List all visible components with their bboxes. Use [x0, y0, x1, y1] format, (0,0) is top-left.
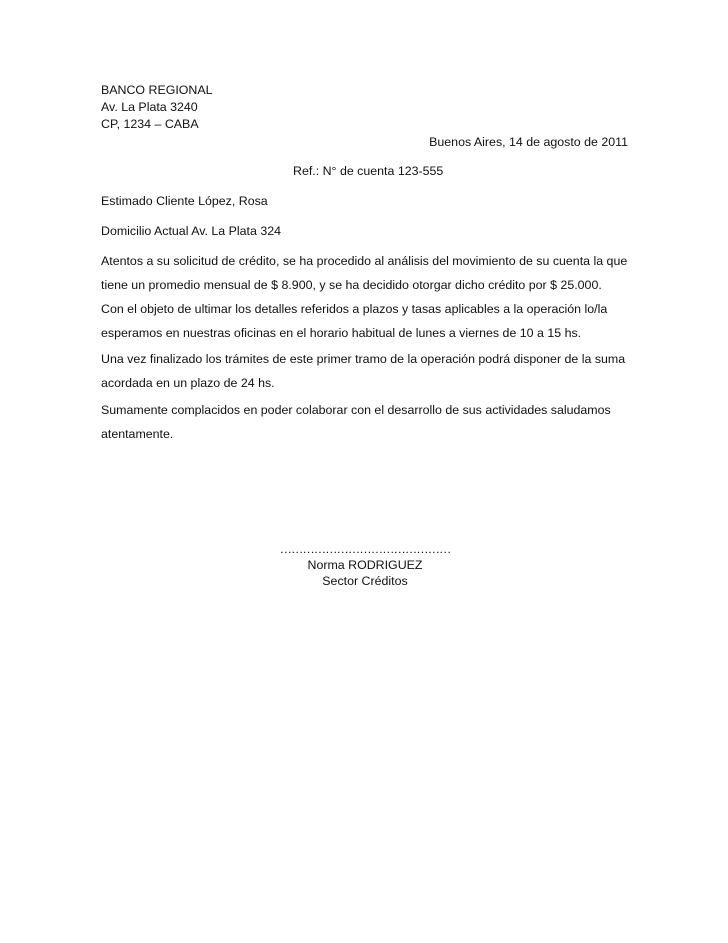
signer-name: Norma RODRIGUEZ — [307, 558, 423, 572]
paragraph-4-line-2: atentamente. — [101, 427, 174, 441]
client-address: Domicilio Actual Av. La Plata 324 — [101, 224, 281, 238]
paragraph-1-line-1: Atentos a su solicitud de crédito, se ha procedido al análisis del movimiento de su cuenta la que — [101, 254, 628, 268]
reference-line: Ref.: N° de cuenta 123-555 — [293, 164, 444, 178]
sender-name: BANCO REGIONAL — [101, 83, 213, 97]
paragraph-2-line-2: esperamos en nuestras oficinas en el horario habitual de lunes a viernes de 10 a 15 hs. — [101, 326, 582, 340]
paragraph-1-line-2: tiene un promedio mensual de $ 8.900, y se ha decidido otorgar dicho crédito por $ 25.000. — [101, 278, 602, 292]
salutation: Estimado Cliente López, Rosa — [101, 194, 268, 208]
paragraph-4 — [101, 398, 631, 446]
signature-block — [240, 541, 490, 589]
paragraph-1 — [101, 249, 631, 297]
paragraph-2 — [101, 297, 631, 345]
paragraph-4-line-1: Sumamente complacidos en poder colaborar con el desarrollo de sus actividades saludamos — [101, 403, 611, 417]
signature-line: ……………………………………… — [279, 542, 451, 556]
sender-address: Av. La Plata 3240 — [101, 100, 198, 114]
paragraph-3 — [101, 347, 631, 395]
sender-postal: CP, 1234 – CABA — [101, 117, 199, 131]
date-line: Buenos Aires, 14 de agosto de 2011 — [429, 135, 628, 149]
paragraph-3-line-1: Una vez finalizado los trámites de este primer tramo de la operación podrá disponer de la suma — [101, 352, 626, 366]
paragraph-3-line-2: acordada en un plazo de 24 hs. — [101, 376, 275, 390]
paragraph-2-line-1: Con el objeto de ultimar los detalles referidos a plazos y tasas aplicables a la operación lo/la — [101, 302, 608, 316]
signer-title: Sector Créditos — [322, 574, 408, 588]
